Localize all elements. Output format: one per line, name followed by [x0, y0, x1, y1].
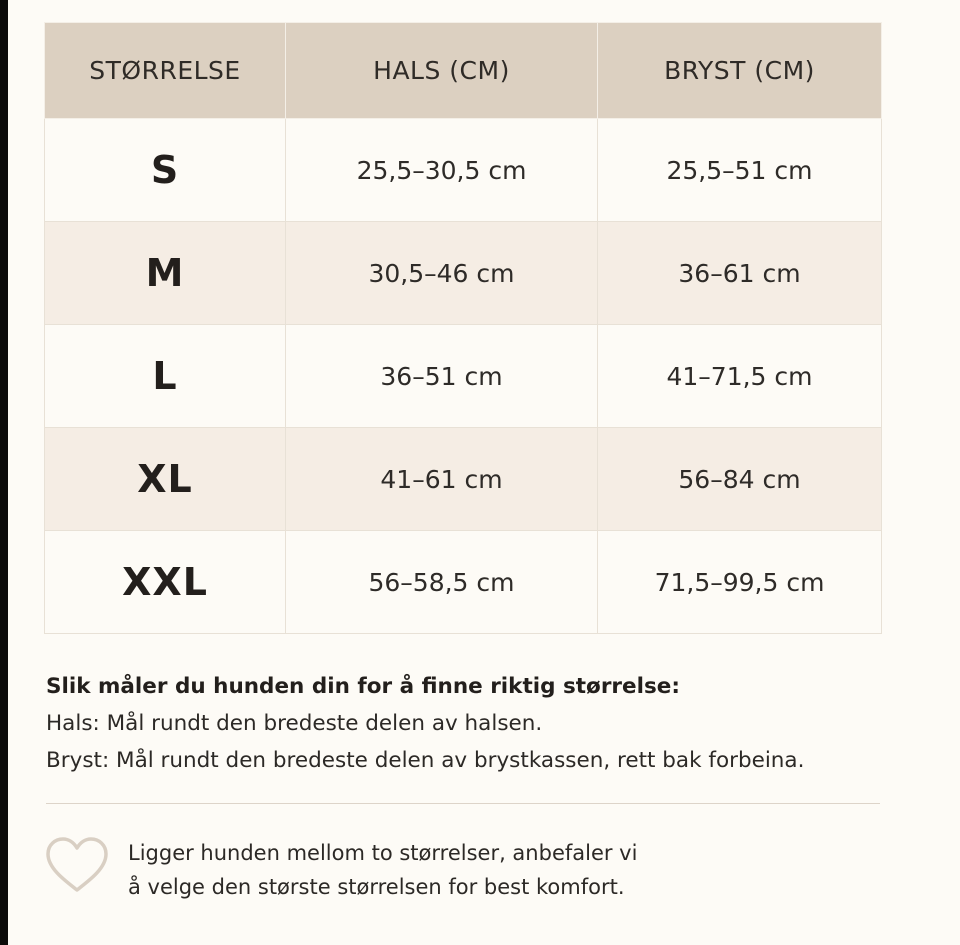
- header-neck: HALS (CM): [286, 23, 598, 119]
- measure-guide: [46, 668, 926, 779]
- measure-guide-chest: Bryst: Mål rundt den bredeste delen av brystkassen, rett bak forbeina.: [46, 748, 805, 773]
- table-row: [45, 531, 882, 634]
- table-row: [45, 222, 882, 325]
- neck-range: 41–61 cm: [286, 428, 598, 531]
- heart-icon: [44, 835, 110, 895]
- measure-guide-title: Slik måler du hunden din for å finne riktig størrelse:: [46, 674, 680, 699]
- size-label: S: [45, 119, 286, 222]
- chest-range: 56–84 cm: [598, 428, 882, 531]
- neck-range: 25,5–30,5 cm: [286, 119, 598, 222]
- table-row: [45, 325, 882, 428]
- table-header-row: [45, 23, 882, 119]
- size-label: XL: [45, 428, 286, 531]
- size-label: XXL: [45, 531, 286, 634]
- neck-range: 30,5–46 cm: [286, 222, 598, 325]
- size-chart-table: [44, 22, 882, 634]
- measure-guide-neck: Hals: Mål rundt den bredeste delen av halsen.: [46, 711, 543, 736]
- size-label: M: [45, 222, 286, 325]
- chest-range: 25,5–51 cm: [598, 119, 882, 222]
- size-tip-line-1: Ligger hunden mellom to størrelser, anbefaler vi: [128, 841, 638, 865]
- header-chest: BRYST (CM): [598, 23, 882, 119]
- header-size: STØRRELSE: [45, 23, 286, 119]
- table-row: [45, 119, 882, 222]
- chest-range: 36–61 cm: [598, 222, 882, 325]
- neck-range: 36–51 cm: [286, 325, 598, 428]
- size-tip-line-2: å velge den største størrelsen for best komfort.: [128, 875, 625, 899]
- table-row: [45, 428, 882, 531]
- size-label: L: [45, 325, 286, 428]
- left-edge-strip: [0, 0, 8, 945]
- section-divider: [46, 803, 880, 804]
- chest-range: 41–71,5 cm: [598, 325, 882, 428]
- neck-range: 56–58,5 cm: [286, 531, 598, 634]
- size-tip: [128, 836, 828, 904]
- chest-range: 71,5–99,5 cm: [598, 531, 882, 634]
